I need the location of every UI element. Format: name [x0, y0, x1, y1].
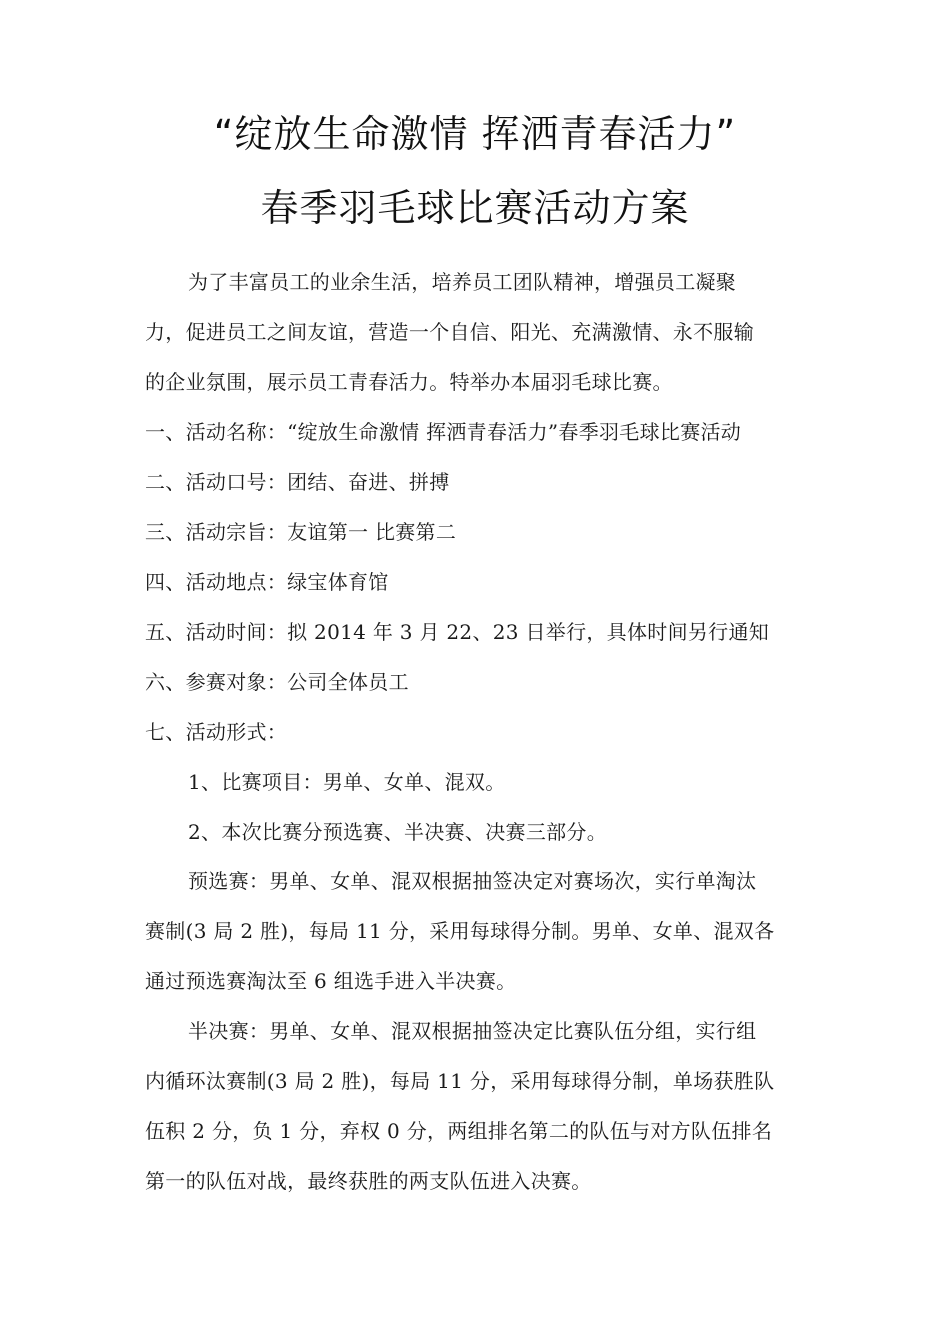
preliminary-paragraph-line: 通过预选赛淘汰至 6 组选手进入半决赛。: [145, 969, 517, 993]
semifinal-paragraph-line: 内循环汰赛制(3 局 2 胜)，每局 11 分，采用每球得分制，单场获胜队: [145, 1069, 775, 1093]
section-activity-format: 七、活动形式：: [145, 720, 288, 744]
intro-line: 的企业氛围，展示员工青春活力。特举办本届羽毛球比赛。: [145, 370, 673, 394]
intro-line: 力，促进员工之间友谊，营造一个自信、阳光、充满激情、永不服输: [145, 320, 754, 344]
section-activity-name: 一、活动名称：“绽放生命激情 挥洒青春活力”春季羽毛球比赛活动: [145, 420, 742, 444]
document-title-line-2: 春季羽毛球比赛活动方案: [260, 186, 690, 230]
preliminary-paragraph-line: 赛制(3 局 2 胜)，每局 11 分，采用每球得分制。男单、女单、混双各: [145, 919, 775, 943]
section-activity-time: 五、活动时间：拟 2014 年 3 月 22、23 日举行，具体时间另行通知: [145, 620, 770, 644]
semifinal-paragraph-line: 半决赛：男单、女单、混双根据抽签决定比赛队伍分组，实行组: [188, 1019, 757, 1043]
section-activity-venue: 四、活动地点：绿宝体育馆: [145, 570, 389, 594]
section-participants: 六、参赛对象：公司全体员工: [145, 670, 409, 694]
document-title-line-1: “绽放生命激情 挥洒青春活力”: [213, 112, 737, 156]
semifinal-paragraph-line: 伍积 2 分，负 1 分，弃权 0 分，两组排名第二的队伍与对方队伍排名: [145, 1119, 773, 1143]
semifinal-paragraph-line: 第一的队伍对战，最终获胜的两支队伍进入决赛。: [145, 1169, 592, 1193]
format-item: 1、比赛项目：男单、女单、混双。: [188, 770, 506, 794]
intro-line: 为了丰富员工的业余生活，培养员工团队精神，增强员工凝聚: [188, 270, 737, 294]
section-activity-slogan: 二、活动口号：团结、奋进、拼搏: [145, 470, 450, 494]
preliminary-paragraph-line: 预选赛：男单、女单、混双根据抽签决定对赛场次，实行单淘汰: [188, 869, 757, 893]
format-item: 2、本次比赛分预选赛、半决赛、决赛三部分。: [188, 820, 608, 844]
section-activity-purpose: 三、活动宗旨：友谊第一 比赛第二: [145, 520, 457, 544]
